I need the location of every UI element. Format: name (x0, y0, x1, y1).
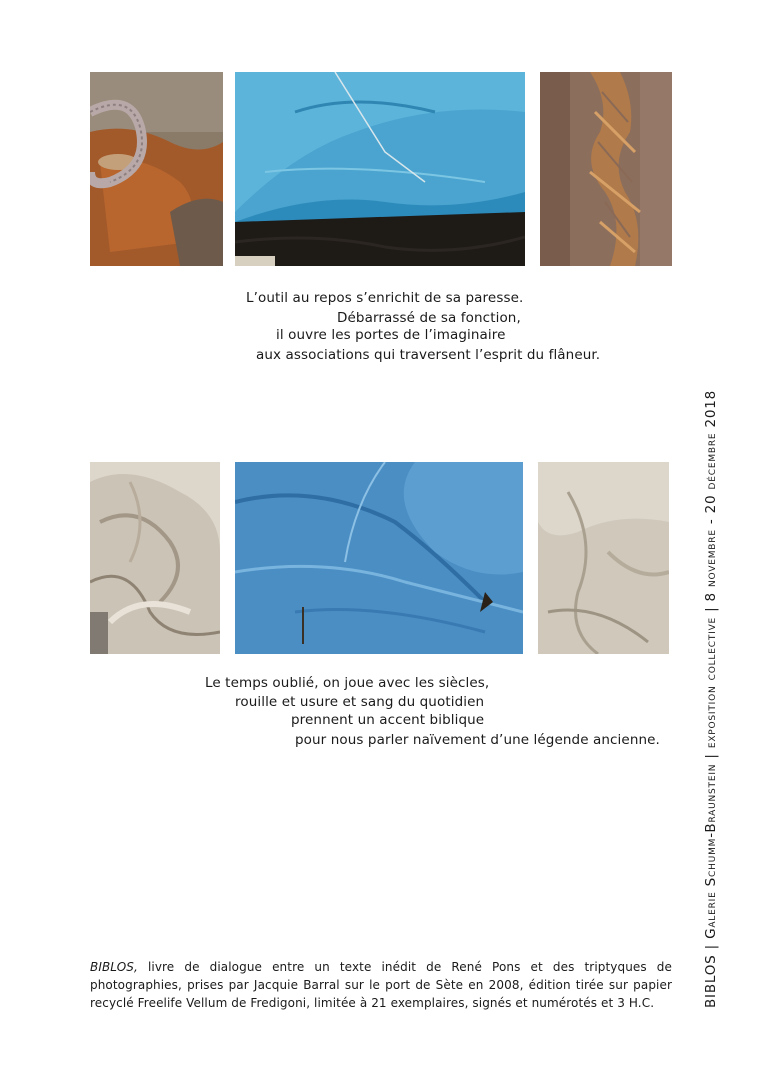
exhibition-dates: 8 novembre - 20 décembre 2018 (703, 389, 719, 602)
crumpled-canvas-photo (90, 462, 220, 654)
blue-tarp-photo (235, 72, 525, 266)
separator: | (703, 938, 719, 955)
colophon-text: livre de dialogue entre un texte inédit de René Pons et des triptyques de photographies, prises par Jacquie Barral sur le port de Sète en 2008, édition tirée sur papier recyclé Freelife Vellum de Fredigoni, limitée à 21 exemplaires, signés et numérotés et 3 H.C. (90, 960, 672, 1010)
poem-2-line: rouille et usure et sang du quotidien (235, 694, 485, 710)
poem-1-line: il ouvre les portes de l’imaginaire (276, 327, 506, 343)
side-title: BIBLOS (703, 954, 719, 1008)
poem-2-line: Le temps oublié, on joue avec les siècles, (205, 675, 490, 691)
draped-canvas-photo (538, 462, 669, 654)
side-caption (700, 348, 722, 1008)
book-title: BIBLOS, (90, 960, 138, 974)
poem-1-line: Débarrassé de sa fonction, (337, 310, 521, 326)
frayed-rope-photo (540, 72, 672, 266)
poem-2-line: prennent un accent biblique (291, 712, 485, 728)
poem-2-line: pour nous parler naïvement d’une légende ancienne. (295, 732, 660, 748)
gallery-name: Galerie Schumm-Braunstein (703, 763, 719, 939)
blue-tarp-folds-photo (235, 462, 523, 654)
separator: | (703, 748, 719, 764)
poem-1-line: L’outil au repos s’enrichit de sa paresse. (246, 290, 524, 306)
exhibition-type: exposition collective (703, 616, 719, 749)
rusted-rope-photo (90, 72, 223, 266)
colophon (90, 958, 672, 1012)
separator: | (703, 601, 719, 617)
poem-1-line: aux associations qui traversent l’esprit du flâneur. (256, 347, 601, 363)
